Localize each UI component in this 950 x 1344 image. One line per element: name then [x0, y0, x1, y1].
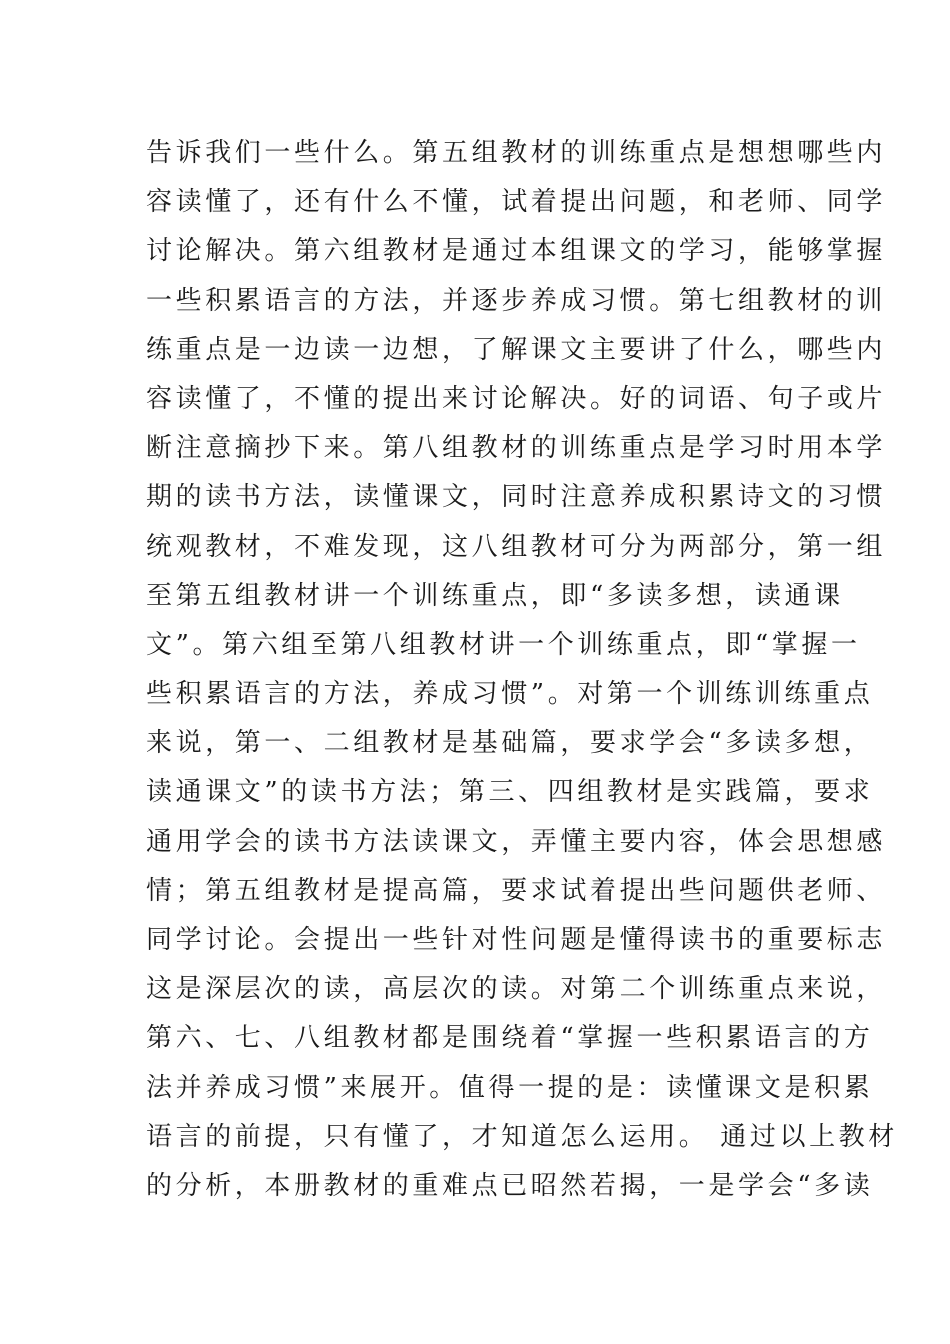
text-line: 容读懂了，不懂的提出来讨论解决。好的词语、句子或片 — [146, 383, 887, 414]
text-line: 至第五组教材讲一个训练重点，即“多读多想，读通课 — [146, 580, 844, 611]
body-text — [146, 129, 898, 1211]
text-line: 断注意摘抄下来。第八组教材的训练重点是学习时用本学 — [146, 433, 887, 464]
text-line: 读通课文”的读书方法；第三、四组教材是实践篇，要求 — [146, 777, 874, 808]
text-line: 告诉我们一些什么。第五组教材的训练重点是想想哪些内 — [146, 138, 887, 168]
text-line: 的分析，本册教材的重难点已昭然若揭，一是学会“多读 — [146, 1170, 874, 1201]
text-line: 情；第五组教材是提高篇，要求试着提出些问题供老师、 — [146, 875, 887, 906]
text-line: 同学讨论。会提出一些针对性问题是懂得读书的重要标志 — [146, 925, 887, 955]
text-line: 第六、七、八组教材都是围绕着“掌握一些积累语言的方 — [146, 1023, 874, 1054]
text-line: 语言的前提，只有懂了，才知道怎么运用。 通过以上教材 — [146, 1121, 898, 1152]
text-line: 练重点是一边读一边想，了解课文主要讲了什么，哪些内 — [146, 334, 887, 365]
text-line: 这是深层次的读，高层次的读。对第二个训练重点来说， — [146, 974, 887, 1005]
text-line: 期的读书方法，读懂课文，同时注意养成积累诗文的习惯 — [146, 482, 887, 513]
text-line: 统观教材，不难发现，这八组教材可分为两部分，第一组 — [146, 531, 887, 562]
text-line: 文”。第六组至第八组教材讲一个训练重点，即“掌握一 — [146, 629, 861, 660]
text-line: 些积累语言的方法，养成习惯”。对第一个训练训练重点 — [146, 679, 874, 710]
text-line: 容读懂了，还有什么不懂，试着提出问题，和老师、同学 — [146, 187, 887, 218]
text-line: 讨论解决。第六组教材是通过本组课文的学习，能够掌握 — [146, 236, 887, 267]
text-line: 通用学会的读书方法读课文，弄懂主要内容，体会思想感 — [146, 826, 887, 857]
text-line: 一些积累语言的方法，并逐步养成习惯。第七组教材的训 — [146, 285, 887, 316]
text-line: 来说，第一、二组教材是基础篇，要求学会“多读多想， — [146, 728, 874, 759]
text-line: 法并养成习惯”来展开。值得一提的是：读懂课文是积累 — [146, 1072, 874, 1103]
